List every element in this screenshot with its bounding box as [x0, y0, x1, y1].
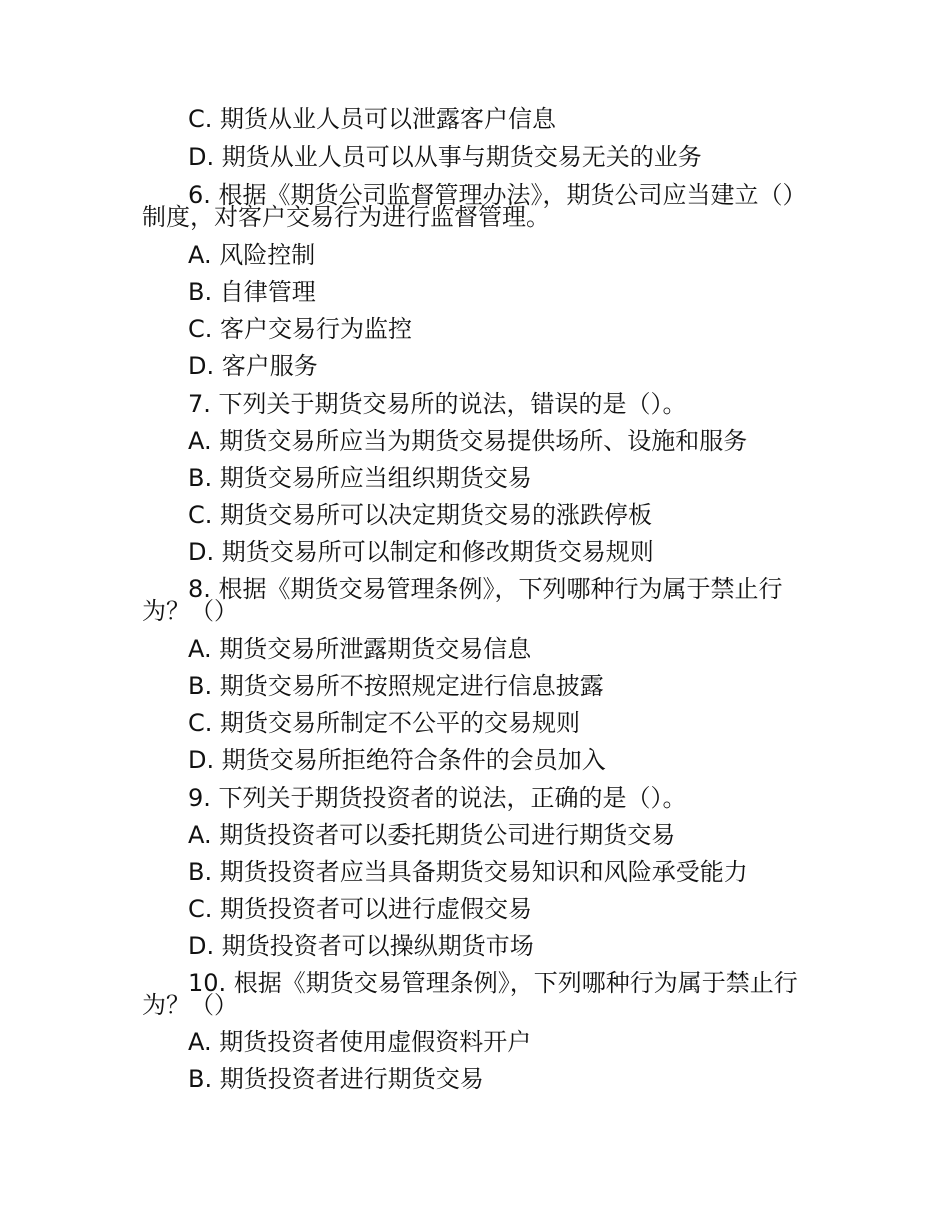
option-b-q10: B. 期货投资者进行期货交易: [188, 1065, 484, 1093]
option-c-q6: C. 客户交易行为监控: [188, 315, 413, 343]
option-c-q9: C. 期货投资者可以进行虚假交易: [188, 895, 533, 923]
option-b-q9: B. 期货投资者应当具备期货交易知识和风险承受能力: [188, 858, 748, 886]
option-d-q8: D. 期货交易所拒绝符合条件的会员加入: [188, 746, 606, 774]
option-d-q9: D. 期货投资者可以操纵期货市场: [188, 932, 534, 960]
option-d-q7: D. 期货交易所可以制定和修改期货交易规则: [188, 538, 654, 566]
option-c-q5: C. 期货从业人员可以泄露客户信息: [188, 105, 557, 133]
question-8: 8. 根据《期货交易管理条例》，下列哪种行为属于禁止行为？（）: [142, 575, 783, 625]
option-b-q7: B. 期货交易所应当组织期货交易: [188, 464, 532, 492]
option-c-q7: C. 期货交易所可以决定期货交易的涨跌停板: [188, 501, 653, 529]
option-c-q8: C. 期货交易所制定不公平的交易规则: [188, 709, 581, 737]
option-b-q8: B. 期货交易所不按照规定进行信息披露: [188, 672, 604, 700]
option-a-q10: A. 期货投资者使用虚假资料开户: [188, 1028, 532, 1056]
question-7: 7. 下列关于期货交易所的说法，错误的是（）。: [188, 390, 687, 418]
option-a-q8: A. 期货交易所泄露期货交易信息: [188, 635, 532, 663]
option-a-q6: A. 风险控制: [188, 241, 316, 269]
option-a-q7: A. 期货交易所应当为期货交易提供场所、设施和服务: [188, 427, 748, 455]
option-d-q6: D. 客户服务: [188, 352, 318, 380]
option-a-q9: A. 期货投资者可以委托期货公司进行期货交易: [188, 821, 676, 849]
option-b-q6: B. 自律管理: [188, 278, 316, 306]
option-d-q5: D. 期货从业人员可以从事与期货交易无关的业务: [188, 143, 702, 171]
question-10: 10. 根据《期货交易管理条例》，下列哪种行为属于禁止行为？（）: [142, 969, 798, 1019]
question-9: 9. 下列关于期货投资者的说法，正确的是（）。: [188, 784, 687, 812]
question-6: 6. 根据《期货公司监督管理办法》，期货公司应当建立（）制度，对客户交易行为进行监督管理。: [142, 181, 807, 231]
